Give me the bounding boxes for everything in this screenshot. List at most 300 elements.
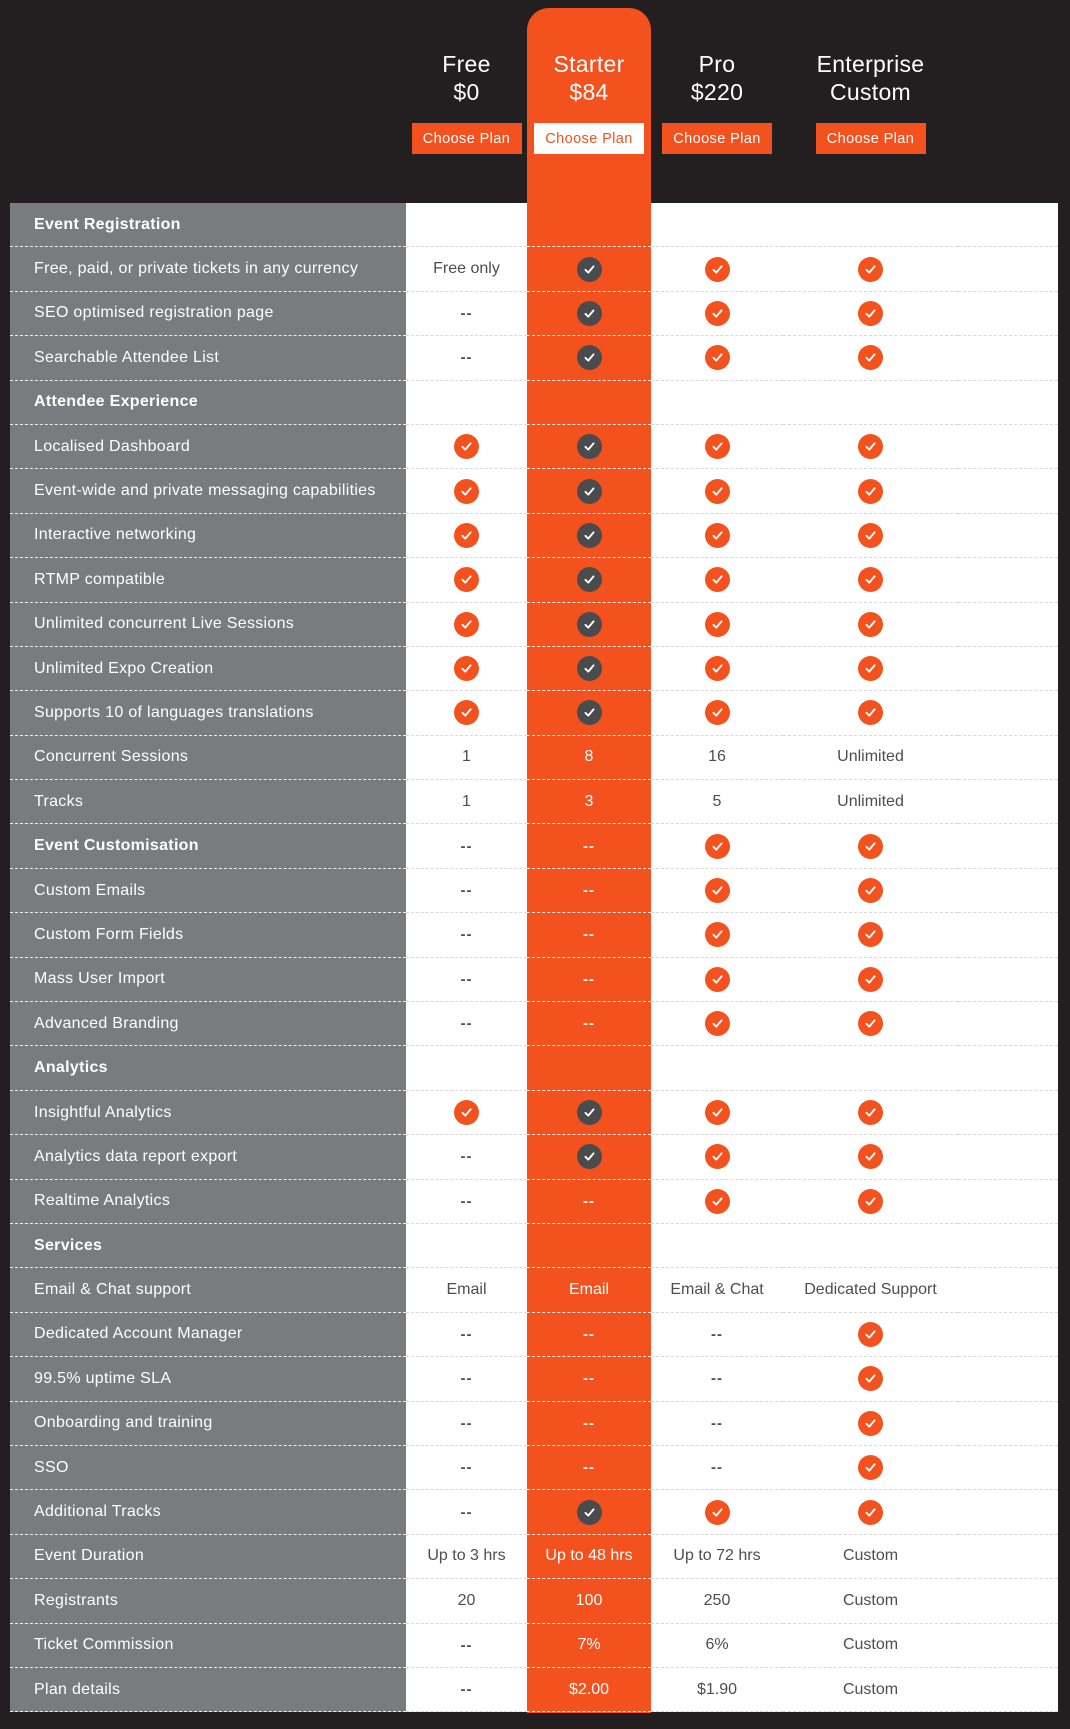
feature-value-cell <box>406 469 527 513</box>
feature-value-cell <box>527 425 651 469</box>
table-right-gutter <box>958 1668 1058 1712</box>
section-header: Event Registration <box>10 203 406 247</box>
feature-label: Plan details <box>10 1668 406 1712</box>
section-header: Attendee Experience <box>10 381 406 425</box>
feature-value-cell <box>406 336 527 380</box>
feature-label: Unlimited concurrent Live Sessions <box>10 603 406 647</box>
not-included-dash: -- <box>460 1636 473 1654</box>
table-right-gutter <box>958 381 1058 425</box>
feature-value-cell <box>527 1224 651 1268</box>
not-included-dash: -- <box>711 1325 723 1343</box>
not-included-dash: -- <box>583 970 595 988</box>
feature-value-cell <box>651 1046 783 1090</box>
feature-label: Ticket Commission <box>10 1624 406 1668</box>
feature-value: 5 <box>712 792 722 810</box>
feature-value-cell <box>651 336 783 380</box>
check-icon <box>858 700 883 725</box>
feature-value: 100 <box>575 1591 603 1609</box>
table-row <box>10 425 1058 469</box>
feature-value-cell <box>406 1046 527 1090</box>
feature-value-cell <box>527 913 651 957</box>
table-right-gutter <box>958 336 1058 380</box>
feature-value-cell <box>651 1668 783 1712</box>
feature-value-cell <box>527 1135 651 1179</box>
table-right-gutter <box>958 1002 1058 1046</box>
feature-value-cell <box>783 780 958 824</box>
feature-value-cell <box>783 869 958 913</box>
feature-value-cell <box>783 1579 958 1623</box>
feature-value-cell <box>783 425 958 469</box>
feature-value: Custom <box>842 1680 899 1698</box>
table-row <box>10 247 1058 291</box>
check-icon <box>577 257 602 282</box>
table-right-gutter <box>958 1535 1058 1579</box>
table-right-gutter <box>958 1268 1058 1312</box>
feature-label: Custom Form Fields <box>10 913 406 957</box>
check-icon <box>705 1011 730 1036</box>
feature-value-cell <box>783 958 958 1002</box>
feature-value-cell <box>406 736 527 780</box>
feature-value-cell <box>651 425 783 469</box>
feature-label: SSO <box>10 1446 406 1490</box>
check-icon <box>705 1100 730 1125</box>
check-icon <box>705 301 730 326</box>
table-row <box>10 1357 1058 1401</box>
feature-value-cell <box>527 780 651 824</box>
check-icon <box>705 656 730 681</box>
feature-value-cell <box>783 1446 958 1490</box>
check-icon <box>858 567 883 592</box>
check-icon <box>705 257 730 282</box>
feature-value-cell <box>783 1091 958 1135</box>
table-right-gutter <box>958 1046 1058 1090</box>
feature-value: 8 <box>584 748 594 766</box>
feature-value: 6% <box>705 1636 729 1654</box>
not-included-dash: -- <box>583 1459 595 1477</box>
feature-value-cell <box>527 1180 651 1224</box>
table-right-gutter <box>958 913 1058 957</box>
feature-value-cell <box>651 1313 783 1357</box>
table-row <box>10 1624 1058 1668</box>
not-included-dash: -- <box>460 970 473 988</box>
feature-value-cell <box>783 336 958 380</box>
feature-value: Email & Chat <box>670 1281 764 1299</box>
feature-label: Concurrent Sessions <box>10 736 406 780</box>
feature-label: Mass User Import <box>10 958 406 1002</box>
feature-value: Unlimited <box>837 748 904 766</box>
feature-value-cell <box>527 514 651 558</box>
feature-value-cell <box>406 869 527 913</box>
not-included-dash: -- <box>583 837 595 855</box>
not-included-dash: -- <box>460 1325 473 1343</box>
not-included-dash: -- <box>460 1503 473 1521</box>
feature-value-cell <box>527 1091 651 1135</box>
feature-value-cell <box>783 1668 958 1712</box>
check-icon <box>858 967 883 992</box>
check-icon <box>454 523 479 548</box>
table-right-gutter <box>958 514 1058 558</box>
feature-value-cell <box>783 603 958 647</box>
feature-value-cell <box>783 1624 958 1668</box>
feature-label: Registrants <box>10 1579 406 1623</box>
feature-value-cell <box>651 1490 783 1534</box>
plan-name: Free <box>442 51 491 77</box>
not-included-dash: -- <box>711 1370 723 1388</box>
feature-value-cell <box>406 1224 527 1268</box>
feature-value: Custom <box>842 1636 899 1654</box>
feature-value-cell <box>651 1135 783 1179</box>
not-included-dash: -- <box>583 1015 595 1033</box>
table-row <box>10 736 1058 780</box>
not-included-dash: -- <box>460 1459 473 1477</box>
feature-value-cell <box>406 1668 527 1712</box>
check-icon <box>858 656 883 681</box>
check-icon <box>858 434 883 459</box>
feature-value-cell <box>651 1268 783 1312</box>
feature-value-cell <box>783 1268 958 1312</box>
not-included-dash: -- <box>583 926 595 944</box>
table-row <box>10 1268 1058 1312</box>
feature-value-cell <box>406 1402 527 1446</box>
table-row <box>10 1490 1058 1534</box>
not-included-dash: -- <box>583 1325 595 1343</box>
check-icon <box>705 434 730 459</box>
plan-name: Enterprise <box>816 51 925 77</box>
not-included-dash: -- <box>460 882 473 900</box>
check-icon <box>858 612 883 637</box>
feature-value-cell <box>527 469 651 513</box>
feature-label: Insightful Analytics <box>10 1091 406 1135</box>
feature-value-cell <box>651 1224 783 1268</box>
not-included-dash: -- <box>460 1681 473 1699</box>
check-icon <box>454 479 479 504</box>
feature-value: Custom <box>842 1591 899 1609</box>
feature-value-cell <box>651 869 783 913</box>
table-right-gutter <box>958 1490 1058 1534</box>
feature-value-cell <box>406 558 527 602</box>
feature-value: $1.90 <box>696 1680 738 1698</box>
table-right-gutter <box>958 780 1058 824</box>
table-right-gutter <box>958 558 1058 602</box>
check-icon <box>454 434 479 459</box>
check-icon <box>705 1144 730 1169</box>
plan-price: $84 <box>569 79 609 105</box>
not-included-dash: -- <box>460 1414 473 1432</box>
check-icon <box>577 1144 602 1169</box>
choose-plan-button-enterprise[interactable]: Choose Plan <box>816 123 926 154</box>
check-icon <box>705 834 730 859</box>
not-included-dash: -- <box>460 1370 473 1388</box>
feature-label: Custom Emails <box>10 869 406 913</box>
table-row <box>10 1046 1058 1090</box>
table-row <box>10 603 1058 647</box>
feature-value-cell <box>406 381 527 425</box>
check-icon <box>577 434 602 459</box>
table-right-gutter <box>958 1180 1058 1224</box>
choose-plan-button-starter[interactable]: Choose Plan <box>534 123 644 154</box>
feature-value-cell <box>527 1579 651 1623</box>
feature-value-cell <box>783 381 958 425</box>
table-right-gutter <box>958 1579 1058 1623</box>
feature-value-cell <box>651 558 783 602</box>
feature-value: 7% <box>577 1636 601 1654</box>
feature-value-cell <box>783 1357 958 1401</box>
table-row <box>10 558 1058 602</box>
plan-column-pro <box>651 0 783 203</box>
plan-column-starter <box>527 0 651 203</box>
check-icon <box>858 1100 883 1125</box>
feature-value-cell <box>783 247 958 291</box>
table-right-gutter <box>958 1091 1058 1135</box>
feature-value-cell <box>783 736 958 780</box>
feature-value-cell <box>527 647 651 691</box>
not-included-dash: -- <box>460 1192 473 1210</box>
feature-value-cell <box>783 203 958 247</box>
feature-value-cell <box>527 292 651 336</box>
table-row <box>10 1224 1058 1268</box>
feature-value: Up to 3 hrs <box>427 1547 506 1565</box>
feature-value-cell <box>783 1135 958 1179</box>
feature-value-cell <box>406 1535 527 1579</box>
table-row <box>10 203 1058 247</box>
not-included-dash: -- <box>583 1192 595 1210</box>
check-icon <box>858 1144 883 1169</box>
feature-value-cell <box>651 647 783 691</box>
check-icon <box>577 345 602 370</box>
table-right-gutter <box>958 247 1058 291</box>
feature-label: Event-wide and private messaging capabilities <box>10 469 406 513</box>
feature-label: Tracks <box>10 780 406 824</box>
feature-value-cell <box>651 292 783 336</box>
feature-label: Additional Tracks <box>10 1490 406 1534</box>
feature-value: Up to 48 hrs <box>545 1547 633 1565</box>
table-row <box>10 869 1058 913</box>
feature-value-cell <box>783 647 958 691</box>
check-icon <box>858 345 883 370</box>
check-icon <box>705 967 730 992</box>
table-right-gutter <box>958 824 1058 868</box>
feature-value-cell <box>527 869 651 913</box>
plan-column-enterprise <box>783 0 958 203</box>
feature-label: Localised Dashboard <box>10 425 406 469</box>
plan-name: Pro <box>698 51 736 77</box>
table-row <box>10 647 1058 691</box>
check-icon <box>577 301 602 326</box>
not-included-dash: -- <box>460 304 473 322</box>
feature-value-cell <box>406 1135 527 1179</box>
feature-value-cell <box>527 558 651 602</box>
table-right-gutter <box>958 292 1058 336</box>
check-icon <box>454 700 479 725</box>
feature-value-cell <box>527 1046 651 1090</box>
section-header: Event Customisation <box>10 824 406 868</box>
feature-label: Searchable Attendee List <box>10 336 406 380</box>
feature-value-cell <box>406 691 527 735</box>
table-row <box>10 514 1058 558</box>
table-row <box>10 292 1058 336</box>
feature-label: Dedicated Account Manager <box>10 1313 406 1357</box>
feature-value-cell <box>783 292 958 336</box>
feature-value-cell <box>783 1490 958 1534</box>
check-icon <box>705 1189 730 1214</box>
not-included-dash: -- <box>583 1370 595 1388</box>
not-included-dash: -- <box>711 1459 723 1477</box>
table-row <box>10 1135 1058 1179</box>
table-row <box>10 1180 1058 1224</box>
check-icon <box>858 1455 883 1480</box>
section-header: Analytics <box>10 1046 406 1090</box>
feature-value: Free only <box>433 260 500 278</box>
check-icon <box>577 567 602 592</box>
table-row <box>10 958 1058 1002</box>
feature-value: 3 <box>584 792 594 810</box>
check-icon <box>705 612 730 637</box>
feature-label: 99.5% uptime SLA <box>10 1357 406 1401</box>
feature-value-cell <box>783 1046 958 1090</box>
feature-value-cell <box>527 1268 651 1312</box>
check-icon <box>858 834 883 859</box>
feature-value-cell <box>527 1624 651 1668</box>
section-header: Services <box>10 1224 406 1268</box>
feature-value-cell <box>651 780 783 824</box>
check-icon <box>577 523 602 548</box>
feature-value-cell <box>406 647 527 691</box>
feature-value-cell <box>527 603 651 647</box>
feature-label: Event Duration <box>10 1535 406 1579</box>
choose-plan-button-free[interactable]: Choose Plan <box>412 123 522 154</box>
feature-value-cell <box>527 336 651 380</box>
feature-value-cell <box>406 958 527 1002</box>
feature-value-cell <box>651 514 783 558</box>
table-right-gutter <box>958 1624 1058 1668</box>
feature-value-cell <box>651 1624 783 1668</box>
feature-label: Unlimited Expo Creation <box>10 647 406 691</box>
not-included-dash: -- <box>460 1015 473 1033</box>
feature-value-cell <box>651 1535 783 1579</box>
feature-value-cell <box>651 1180 783 1224</box>
table-row <box>10 780 1058 824</box>
not-included-dash: -- <box>460 837 473 855</box>
feature-value-cell <box>527 1002 651 1046</box>
feature-value-cell <box>527 203 651 247</box>
table-row <box>10 1402 1058 1446</box>
feature-value-cell <box>527 824 651 868</box>
feature-value-cell <box>651 913 783 957</box>
comparison-table <box>10 203 1058 1712</box>
check-icon <box>705 345 730 370</box>
feature-value-cell <box>783 1224 958 1268</box>
feature-value: Up to 72 hrs <box>673 1547 761 1565</box>
feature-value-cell <box>651 1357 783 1401</box>
table-right-gutter <box>958 425 1058 469</box>
feature-value-cell <box>406 780 527 824</box>
table-right-gutter <box>958 1446 1058 1490</box>
feature-label: Supports 10 of languages translations <box>10 691 406 735</box>
table-right-gutter <box>958 869 1058 913</box>
check-icon <box>705 700 730 725</box>
feature-label: Onboarding and training <box>10 1402 406 1446</box>
check-icon <box>858 1411 883 1436</box>
feature-value-cell <box>406 1268 527 1312</box>
table-row <box>10 381 1058 425</box>
feature-value-cell <box>527 1313 651 1357</box>
choose-plan-button-pro[interactable]: Choose Plan <box>662 123 772 154</box>
check-icon <box>454 656 479 681</box>
feature-value-cell <box>406 1357 527 1401</box>
feature-value: 1 <box>462 792 471 810</box>
check-icon <box>705 479 730 504</box>
check-icon <box>705 1500 730 1525</box>
feature-value: Email <box>568 1281 609 1299</box>
check-icon <box>705 922 730 947</box>
feature-value-cell <box>406 247 527 291</box>
check-icon <box>858 1189 883 1214</box>
table-right-gutter <box>958 469 1058 513</box>
table-row <box>10 913 1058 957</box>
feature-label: Advanced Branding <box>10 1002 406 1046</box>
feature-value-cell <box>651 247 783 291</box>
feature-value: Unlimited <box>837 792 904 810</box>
feature-value-cell <box>406 1446 527 1490</box>
feature-value-cell <box>406 1490 527 1534</box>
feature-value: 1 <box>462 748 471 766</box>
check-icon <box>858 301 883 326</box>
feature-value-cell <box>651 1002 783 1046</box>
table-row <box>10 1446 1058 1490</box>
feature-value-cell <box>527 381 651 425</box>
feature-label: RTMP compatible <box>10 558 406 602</box>
feature-value-cell <box>783 1402 958 1446</box>
table-right-gutter <box>958 603 1058 647</box>
feature-label: Realtime Analytics <box>10 1180 406 1224</box>
feature-value-cell <box>527 1490 651 1534</box>
check-icon <box>454 1100 479 1125</box>
feature-value-cell <box>651 691 783 735</box>
check-icon <box>705 878 730 903</box>
table-row <box>10 469 1058 513</box>
check-icon <box>858 1500 883 1525</box>
table-row <box>10 1535 1058 1579</box>
table-right-gutter <box>958 1357 1058 1401</box>
feature-value-cell <box>406 1313 527 1357</box>
not-included-dash: -- <box>711 1414 723 1432</box>
table-row <box>10 1002 1058 1046</box>
feature-value-cell <box>651 469 783 513</box>
table-right-gutter <box>958 958 1058 1002</box>
feature-value-cell <box>527 1535 651 1579</box>
table-right-gutter <box>958 1313 1058 1357</box>
table-right-gutter <box>958 203 1058 247</box>
check-icon <box>454 567 479 592</box>
plan-price: $0 <box>453 79 480 105</box>
check-icon <box>858 479 883 504</box>
feature-value-cell <box>406 824 527 868</box>
feature-value-cell <box>406 1624 527 1668</box>
feature-value-cell <box>783 1313 958 1357</box>
not-included-dash: -- <box>460 1148 473 1166</box>
feature-value-cell <box>527 1446 651 1490</box>
plans-header <box>0 0 1070 203</box>
table-row <box>10 1579 1058 1623</box>
feature-value-cell <box>651 1091 783 1135</box>
table-row <box>10 824 1058 868</box>
table-row <box>10 1668 1058 1712</box>
feature-value: Custom <box>842 1547 899 1565</box>
not-included-dash: -- <box>583 1414 595 1432</box>
plan-column-free <box>406 0 527 203</box>
plan-price: Custom <box>829 79 912 105</box>
feature-label: Free, paid, or private tickets in any currency <box>10 247 406 291</box>
